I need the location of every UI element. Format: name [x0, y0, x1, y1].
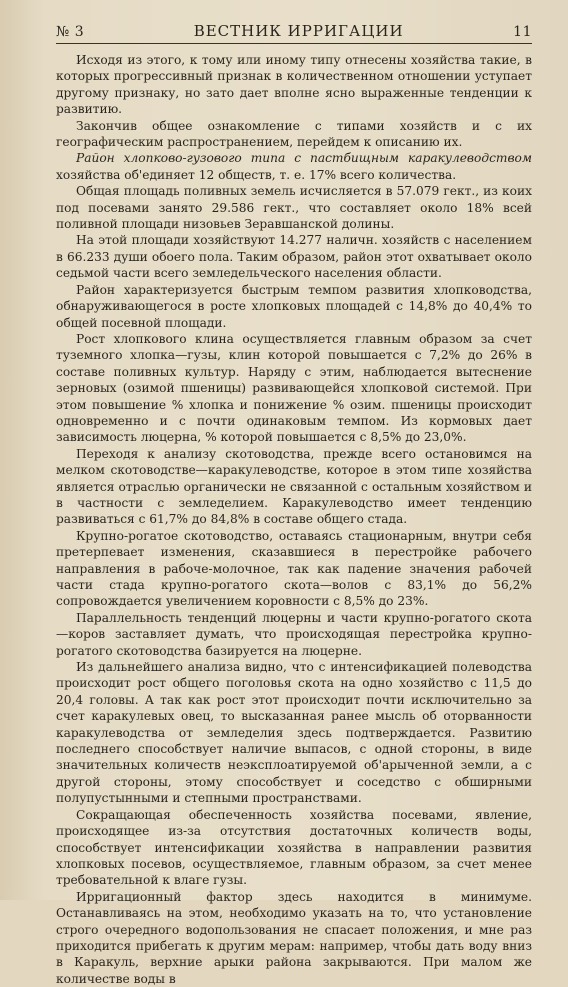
issue-number: № 3	[56, 24, 85, 40]
paragraph-8: Переходя к анализу скотоводства, прежде всего остановимся на мелком скотоводстве—каракулеводстве, которое в этом типе хозяйства является отраслью органически не связанной с остальным хозяйством и в частности с земледелием. Каракулеводство имеет тенденцию развиваться с 61,7% до 84,8% в составе общего стада.	[56, 446, 532, 527]
paragraph-13: Ирригационный фактор здесь находится в минимуме. Останавливаясь на этом, необходимо указать на то, что установление строго очередного водопользования не спасает положения, и мне раз приходится прибегать к другим мерам: например, чтобы дать воду вниз в Каракуль, верхние арыки района закрываются. При малом же количестве воды в	[56, 889, 532, 986]
paragraph-7: Рост хлопкового клина осуществляется главным образом за счет туземного хлопка—гузы, клин которой повышается с 7,2% до 26% в составе поливных культур. Наряду с этим, наблюдается вытеснение зерновых (озимой пшеницы) развивающейся хлопковой системой. При этом повышение % хлопка и понижение % озим. пшеницы происходит одновременно и с почти одинаковым темпом. Из кормовых дает зависимость люцерна, % которой повышается с 8,5% до 23,0%.	[56, 331, 532, 445]
journal-title: ВЕСТНИК ИРРИГАЦИИ	[193, 22, 404, 40]
paragraph-9: Крупно-рогатое скотоводство, оставаясь стационарным, внутри себя претерпевает изменения, сказавшиеся в перестройке рабочего направления в рабоче-молочное, так как падение значения рабочей части стада крупно-рогатого скота—волов с 83,1% до 56,2% сопровождается увеличением коровности с 8,5% до 23%.	[56, 528, 532, 609]
district-type-title: Район хлопково-гузового типа с пастбищным каракулеводством	[76, 151, 532, 166]
paragraph-4: Общая площадь поливных земель исчисляется в 57.079 гект., из коих под посевами занято 29.586 гект., что составляет около 18% всей поливной площади низовьев Зеравшанской долины.	[56, 184, 532, 232]
page-number: 11	[513, 24, 532, 40]
paragraph-12: Сокращающая обеспеченность хозяйства посевами, явление, происходящее из-за отсутствия достаточных количеств воды, способствует интенсификации хозяйства в направлении развития хлопковых посевов, осуществляемое, главным образом, за счет менее требовательной к влаге гузы.	[56, 807, 532, 888]
paragraph-1: Исходя из этого, к тому или иному типу отнесены хозяйства такие, в которых прогрессивный признак в количественном отношении уступает другому признаку, но зато дает вполне ясно выраженные тенденции к развитию.	[56, 53, 532, 117]
paragraph-2: Закончив общее ознакомление с типами хозяйств и с их географическим распространением, перейдем к описанию их.	[56, 118, 532, 150]
paragraph-10: Параллельность тенденций люцерны и части крупно-рогатого скота—коров заставляет думать, что происходящая перестройка крупно-рогатого скотоводства базируется на люцерне.	[56, 610, 532, 658]
page-header	[56, 22, 532, 44]
paragraph-6: Район характеризуется быстрым темпом развития хлопководства, обнаруживающегося в росте хлопковых площадей с 14,8% до 40,4% то общей посевной площади.	[56, 282, 532, 330]
paragraph-5: На этой площади хозяйствуют 14.277 наличн. хозяйств с населением в 66.233 души обоего пола. Таким образом, район этот охватывает около седьмой части всего земледельческого населения области.	[56, 233, 532, 281]
district-type-text: хозяйства об'единяет 12 обществ, т. е. 17% всего количества.	[56, 167, 457, 182]
paragraph-11: Из дальнейшего анализа видно, что с интенсификацией полеводства происходит рост общего поголовья скота на одно хозяйство с 11,5 до 20,4 головы. А так как рост этот происходит почти исключительно за счет каракулевых овец, то высказанная ранее мысль об оторванности каракулеводства от земледелия здесь подтверждается. Развитию последнего способствует наличие выпасов, с одной стороны, в виде значительных количеств неэксплоатируемой об'арыченной земли, а с другой стороны, этому способствует и соседство с обширными полупустынными и степными пространствами.	[56, 660, 532, 806]
article-body	[56, 52, 532, 987]
paragraph-district-intro	[56, 150, 532, 183]
